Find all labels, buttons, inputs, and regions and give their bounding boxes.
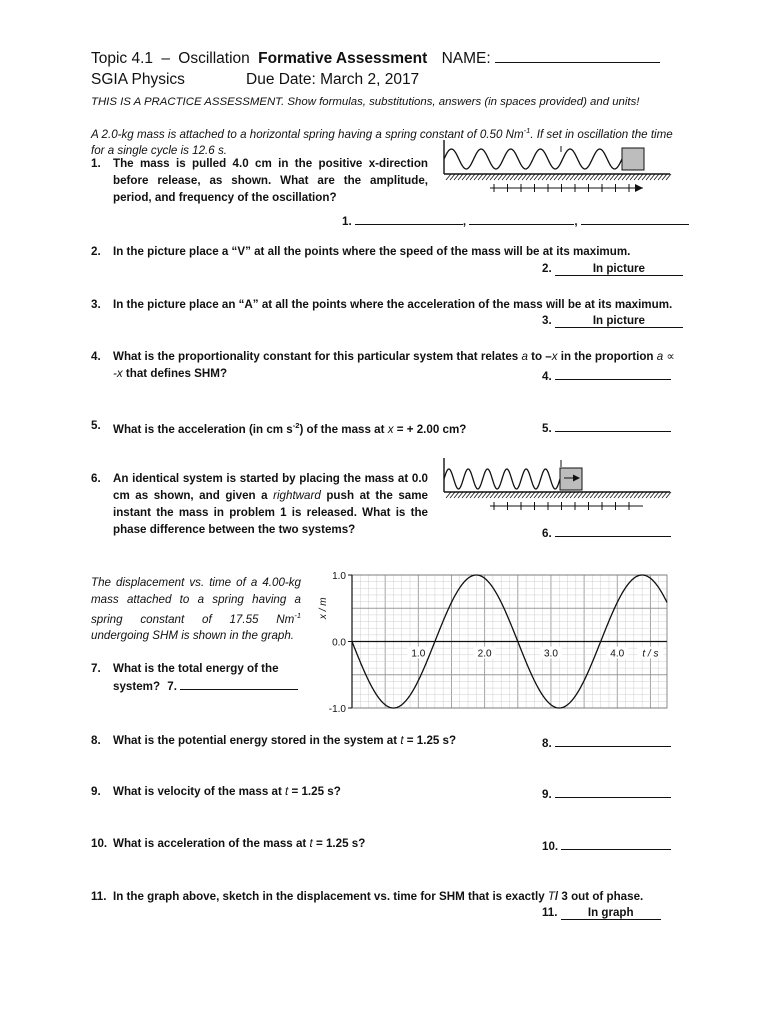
q9-text [113,783,533,800]
name-label: NAME: [441,50,491,67]
q5-answer[interactable] [542,419,671,435]
q4-proportion: a ∝ -x [113,350,675,380]
graph-intro-part1: The displacement vs. time of a 4.00-kg mass attached to a spring having a spring constant of 17.55 Nm [91,576,301,626]
x-tick-label: 4.0 [610,648,625,660]
intro-part1: A 2.0-kg mass is attached to a horizontal spring having a spring constant of 0.50 Nm [91,127,524,141]
q11-answer[interactable] [542,906,661,920]
q11-answer-value: In graph [561,906,661,920]
course-label: SGIA Physics [91,71,185,88]
q4-answer-label: 4. [542,370,552,383]
q7-number: 7. [91,662,101,675]
y-tick-label: 0.0 [332,637,346,649]
q4-text-b: to – [527,350,552,363]
q1-answer[interactable]: 1. , , [342,212,689,228]
q9-answer-label: 9. [542,788,552,801]
q8-answer-label: 8. [542,737,552,750]
graph-intro-sup: -1 [294,611,301,620]
q11-text [113,888,683,905]
q11-var-T: T [547,890,555,903]
q10-number: 10. [91,837,108,850]
q7-answer-label: 7. [167,680,177,693]
q6-var-rightward: rightward [273,489,321,502]
displacement-time-chart [310,565,680,720]
q11-number: 11. [91,890,107,903]
q6-answer-label: 6. [542,527,552,540]
q6-text [113,470,428,538]
title-line [91,50,660,68]
q6-number: 6. [91,472,101,485]
q6-text-a: An identical system is started by placing the mass at 0.0 cm as shown, and given a [113,472,428,502]
q8-text-b: = 1.25 s? [403,734,457,747]
graph-intro [91,575,301,645]
q10-answer-label: 10. [542,840,559,853]
intro-sup: -1 [523,126,531,135]
q8-text [113,732,533,749]
q4-var-x: x [551,350,558,363]
q7-text-main: What is the total energy of the system? [113,662,279,693]
q1-answer-label: 1. [342,215,352,228]
q10-text [113,835,533,852]
axis-arrow-1 [635,184,643,192]
q4-text-e: that defines SHM? [122,367,228,380]
spring-diagram-1 [438,140,673,196]
instructions: THIS IS A PRACTICE ASSESSMENT. Show formulas, substitutions, answers (in spaces provided) and units! [91,96,640,108]
spring-1 [444,149,622,169]
q4-number: 4. [91,350,101,363]
q2-text: In the picture place a “V” at all the points where the speed of the mass will be at its maximum. [113,245,631,258]
y-tick-label: 1.0 [332,571,346,582]
x-tick-label: 2.0 [477,648,492,660]
title-dash: – [161,50,170,67]
q2-answer-value: In picture [555,262,683,276]
q1-text: The mass is pulled 4.0 cm in the positive x-direction before release, as shown. What are the amplitude, period, and frequency of the oscillation? [113,157,428,204]
q10-var-t: t [309,837,313,850]
q4-var-a: a [521,350,528,363]
q8-text-a: What is the potential energy stored in the system at [113,734,401,747]
q9-answer[interactable] [542,785,671,801]
due-date: Due Date: March 2, 2017 [246,71,420,88]
mass-block-2 [560,468,582,490]
q11-text-b: / 3 out of phase. [554,890,644,903]
q2-answer[interactable] [542,262,683,276]
q11-answer-label: 11. [542,906,558,919]
x-tick-label: 3.0 [543,648,558,660]
q9-number: 9. [91,785,101,798]
q5-text-b: ) of the mass at [299,422,388,436]
q5-text-c: = + 2.00 cm? [393,422,467,436]
q9-var-t: t [285,785,289,798]
spring-diagram-2 [438,458,673,518]
subject-label: Oscillation [178,50,250,67]
q1-number: 1. [91,157,101,170]
q3-answer[interactable] [542,314,683,328]
floor-hatch-2 [446,492,671,498]
q5-sup: -2 [292,421,300,430]
q3-number: 3. [91,298,101,311]
q10-answer[interactable] [542,837,671,853]
q5-number: 5. [91,419,101,432]
q7-answer-field[interactable] [180,677,298,690]
y-axis-label: x / m [318,597,329,620]
mass-block-1 [622,148,644,170]
x-tick-label: 1.0 [411,648,426,660]
q5-var-x: x [387,422,394,436]
q7-text [113,660,303,695]
y-tick-label: -1.0 [328,704,346,715]
x-axis-label: t / s [642,648,659,660]
chart-labels [318,571,663,715]
q5-answer-label: 5. [542,422,552,435]
q10-text-a: What is acceleration of the mass at [113,837,310,850]
q2-number: 2. [91,245,101,258]
q11-text-a: In the graph above, sketch in the displacement vs. time for SHM that is exactly [113,890,548,903]
q8-number: 8. [91,734,101,747]
q10-text-b: = 1.25 s? [312,837,366,850]
q4-answer[interactable] [542,367,671,383]
q8-var-t: t [400,734,404,747]
q6-answer[interactable] [542,524,671,540]
intro-part2: . If set in oscillation the time for a single cycle is 12.6 s. [91,127,673,157]
q2-answer-label: 2. [542,262,552,275]
topic-label: Topic 4.1 [91,50,154,67]
q3-answer-value: In picture [555,314,683,328]
q4-text-a: What is the proportionality constant for this particular system that relates [113,350,522,363]
spring-2 [444,469,560,489]
graph-intro-part2: undergoing SHM is shown in the graph. [91,629,295,643]
q5-text-a: What is the acceleration (in cm s [113,422,293,436]
q9-text-b: = 1.25 s? [288,785,341,798]
q9-text-a: What is velocity of the mass at [113,785,286,798]
q3-answer-label: 3. [542,314,552,327]
q4-text-c: in the proportion [557,350,657,363]
assessment-label: Formative Assessment [258,50,428,67]
name-field[interactable] [495,50,660,63]
q6-text-b: push at the same instant the mass in problem 1 is released. What is the phase difference between the two systems? [113,489,428,536]
q3-text: In the picture place an “A” at all the points where the acceleration of the mass will be at its maximum. [113,298,673,311]
floor-hatch-1 [446,174,671,180]
q8-answer[interactable] [542,734,671,750]
q5-text [113,417,533,438]
